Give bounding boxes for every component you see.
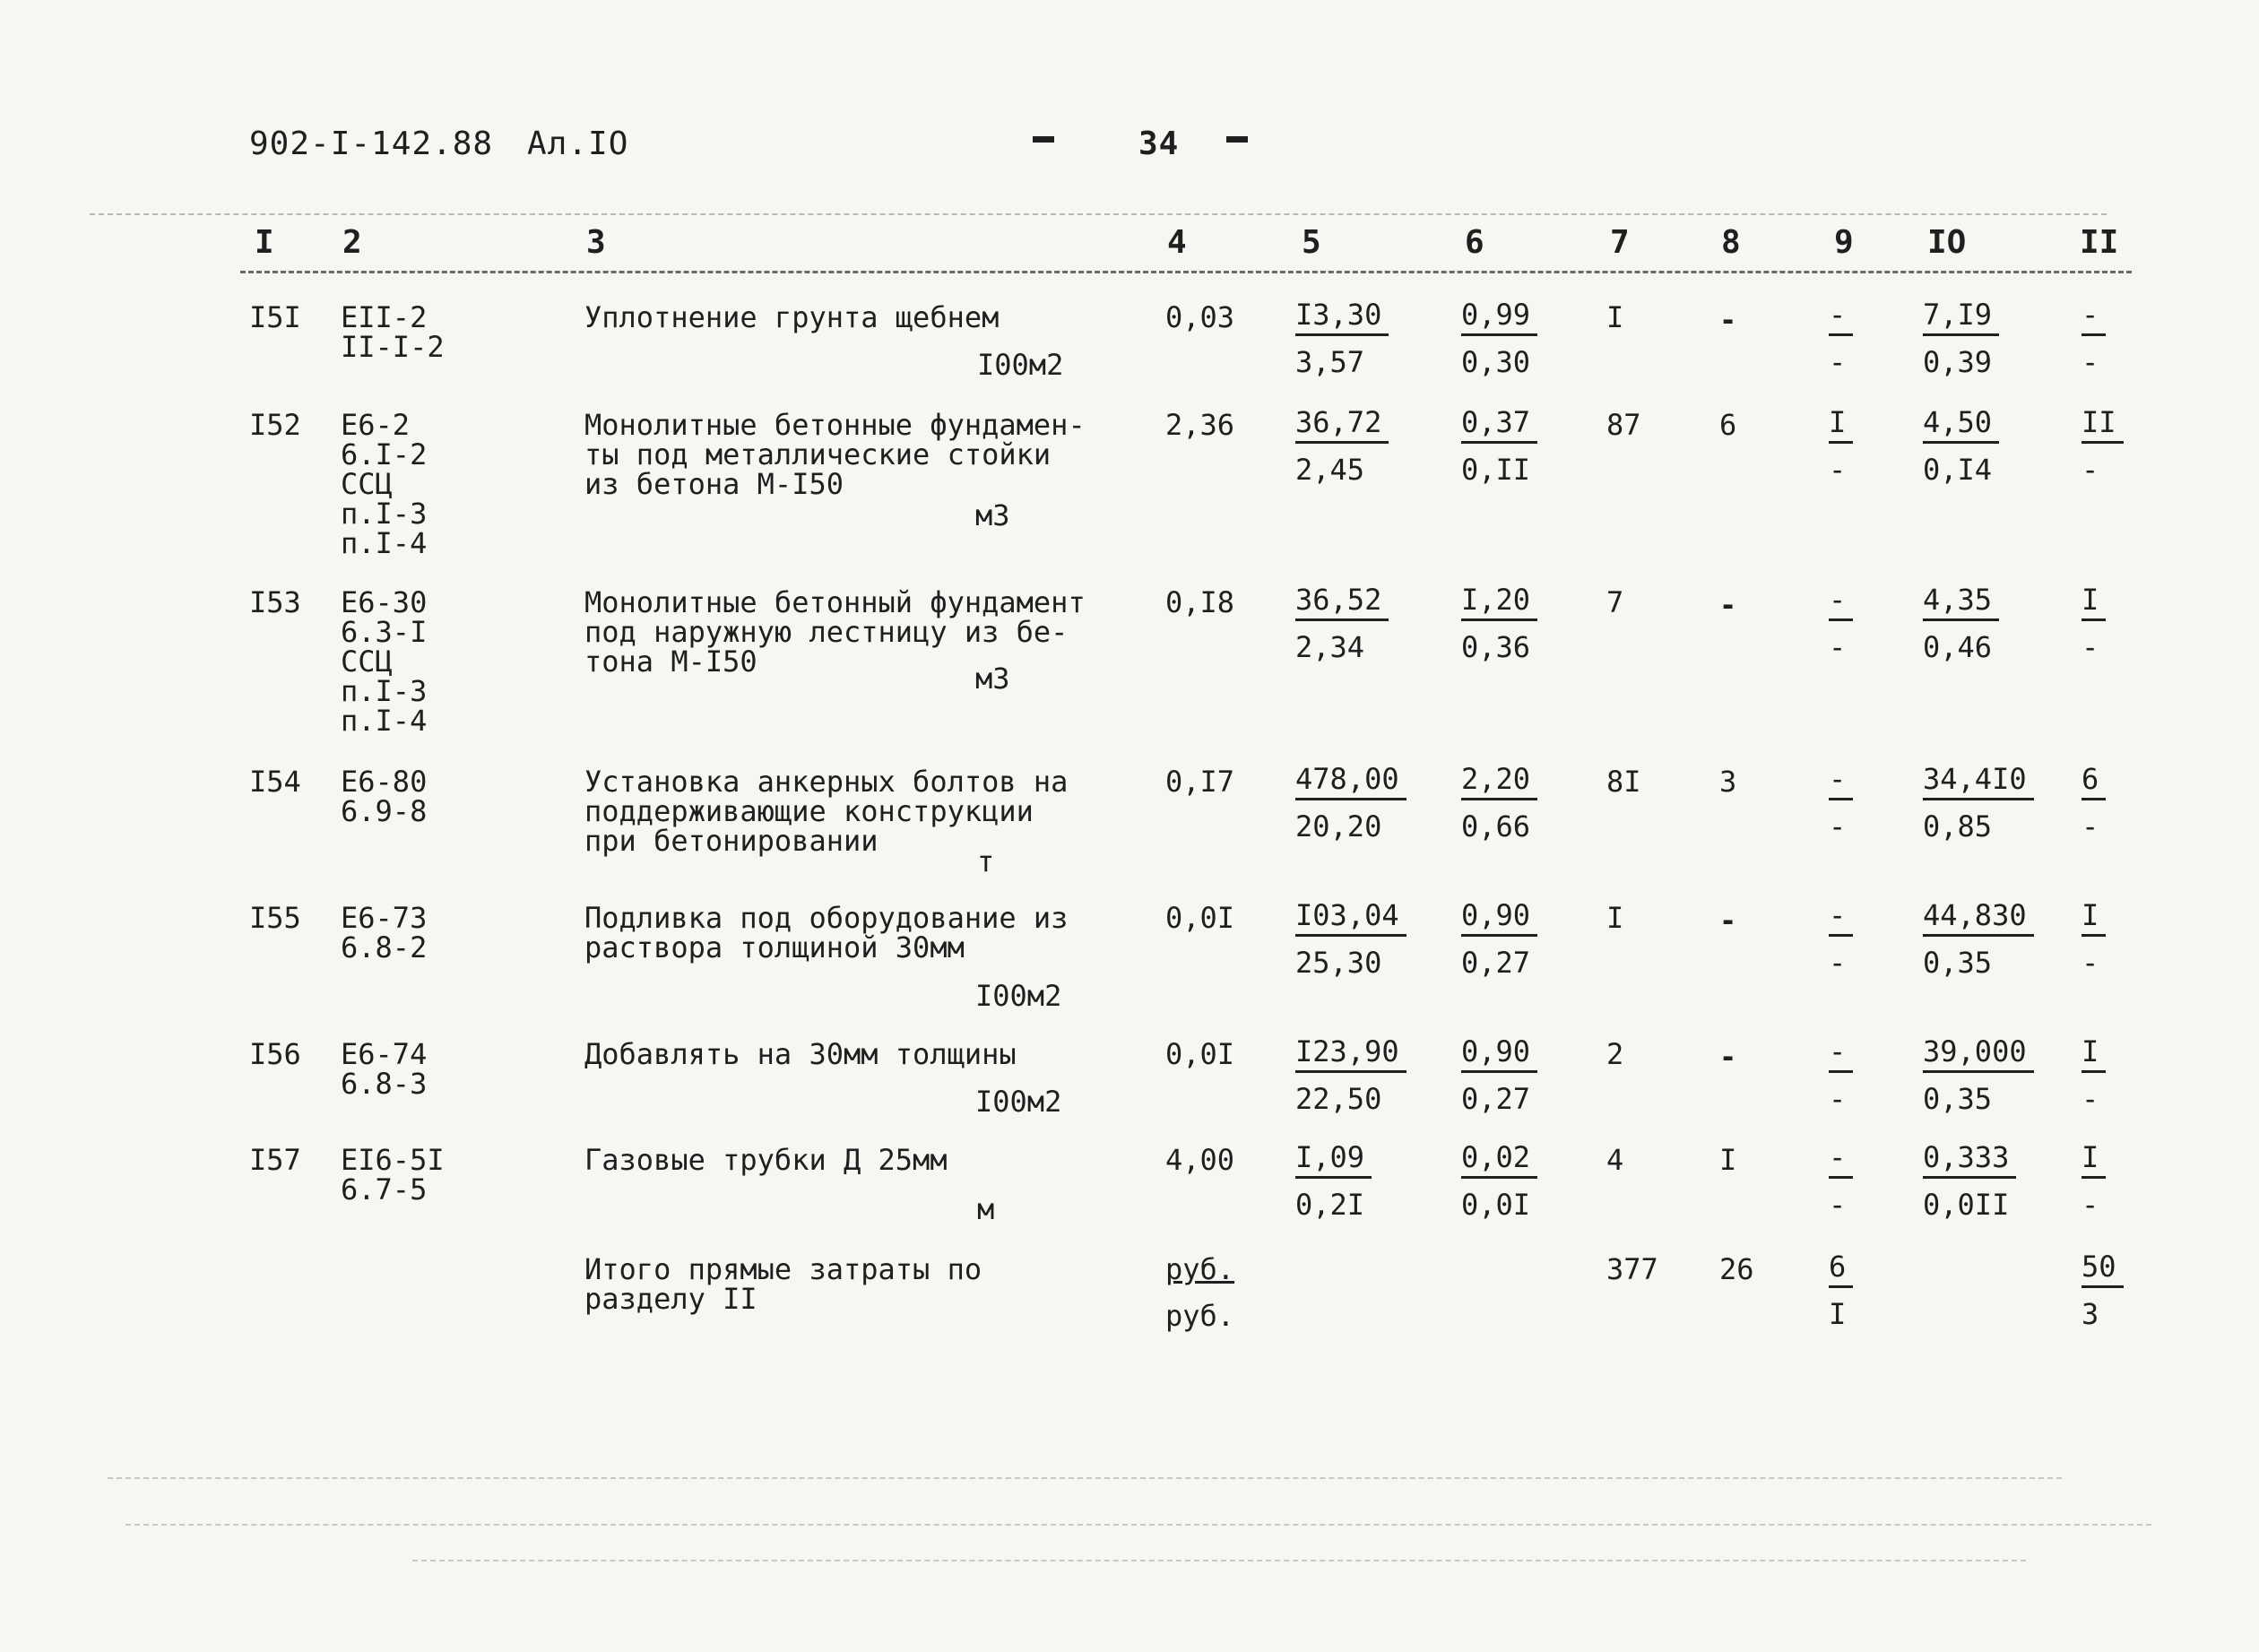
norm-code-line: EII-2 bbox=[341, 300, 428, 334]
total-col9-bottom: I bbox=[1829, 1297, 1847, 1331]
norm-code-line: п.I-3 bbox=[341, 497, 428, 531]
col11-bottom: - bbox=[2082, 453, 2099, 487]
col6-fraction bbox=[1461, 764, 1537, 842]
col7-value: I bbox=[1606, 901, 1624, 935]
col5-top: 36,72 bbox=[1295, 407, 1389, 444]
header-top-rule bbox=[90, 213, 2107, 215]
col6-bottom: 0,II bbox=[1461, 453, 1531, 487]
norm-code-line: E6-2 bbox=[341, 408, 411, 442]
row-number: I53 bbox=[249, 585, 301, 619]
col11-top: I bbox=[2082, 1036, 2106, 1073]
col10-fraction bbox=[1923, 584, 1999, 662]
page-number-dash-left bbox=[1033, 136, 1054, 143]
total-col11-fraction bbox=[2082, 1251, 2124, 1329]
col6-fraction bbox=[1461, 900, 1537, 978]
norm-code-line: E6-73 bbox=[341, 901, 428, 935]
col5-bottom: 25,30 bbox=[1295, 946, 1382, 980]
col11-fraction bbox=[2082, 407, 2124, 485]
col5-fraction bbox=[1295, 407, 1389, 485]
unit-of-measure: т bbox=[977, 844, 995, 878]
col10-top: 44,830 bbox=[1923, 900, 2034, 937]
col11-top: 6 bbox=[2082, 764, 2106, 800]
quantity: 0,03 bbox=[1165, 300, 1235, 334]
work-description-line: Подливка под оборудование из bbox=[584, 901, 1069, 935]
row-number: I54 bbox=[249, 765, 301, 799]
norm-code-line: E6-80 bbox=[341, 765, 428, 799]
norm-code-line: ССЦ bbox=[341, 644, 393, 679]
work-description-line: Газовые трубки Д 25мм bbox=[584, 1143, 948, 1177]
col5-fraction bbox=[1295, 900, 1406, 978]
work-description-line: раствора толщиной 30мм bbox=[584, 930, 965, 964]
col11-top: - bbox=[2082, 299, 2106, 336]
col10-fraction bbox=[1923, 1036, 2034, 1114]
quantity: 0,0I bbox=[1165, 1037, 1235, 1071]
col6-top: 2,20 bbox=[1461, 764, 1537, 800]
total-col11-bottom: 3 bbox=[2082, 1297, 2099, 1331]
quantity: 4,00 bbox=[1165, 1143, 1235, 1177]
column-number-7: 7 bbox=[1610, 224, 1630, 261]
quantity: 0,0I bbox=[1165, 901, 1235, 935]
work-description-line: Монолитные бетонный фундамент bbox=[584, 585, 1086, 619]
col6-fraction bbox=[1461, 1142, 1537, 1220]
col9-top: - bbox=[1829, 1142, 1853, 1179]
column-number-11: II bbox=[2080, 224, 2119, 261]
norm-code-line: E6-30 bbox=[341, 585, 428, 619]
norm-code-line: E6-74 bbox=[341, 1037, 428, 1071]
work-description-line: под наружную лестницу из бе- bbox=[584, 615, 1069, 649]
col6-bottom: 0,27 bbox=[1461, 1082, 1531, 1116]
col5-top: I,09 bbox=[1295, 1142, 1372, 1179]
col10-top: 34,4I0 bbox=[1923, 764, 2034, 800]
col5-top: I03,04 bbox=[1295, 900, 1406, 937]
col6-fraction bbox=[1461, 299, 1537, 377]
total-unit-bottom: руб. bbox=[1165, 1299, 1235, 1333]
scan-line bbox=[126, 1524, 2151, 1526]
total-unit-top: руб. bbox=[1165, 1252, 1235, 1286]
col10-bottom: 0,I4 bbox=[1923, 453, 1993, 487]
col9-top: - bbox=[1829, 584, 1853, 621]
document-code: 902-I-142.88 bbox=[249, 125, 494, 162]
col10-top: 39,000 bbox=[1923, 1036, 2034, 1073]
col6-bottom: 0,36 bbox=[1461, 630, 1531, 664]
col5-fraction bbox=[1295, 1142, 1372, 1220]
col5-bottom: 2,34 bbox=[1295, 630, 1365, 664]
col9-bottom: - bbox=[1829, 453, 1847, 487]
total-col11-top: 50 bbox=[2082, 1251, 2124, 1288]
col10-bottom: 0,85 bbox=[1923, 809, 1993, 843]
col11-fraction bbox=[2082, 1142, 2106, 1220]
norm-code-line: 6.I-2 bbox=[341, 437, 428, 471]
col9-top: - bbox=[1829, 764, 1853, 800]
total-col9-top: 6 bbox=[1829, 1251, 1853, 1288]
sheet-label: Ал.IO bbox=[527, 125, 629, 162]
work-description-line: Установка анкерных болтов на bbox=[584, 765, 1069, 799]
col9-top: - bbox=[1829, 1036, 1853, 1073]
col6-top: 0,90 bbox=[1461, 900, 1537, 937]
norm-code-line: II-I-2 bbox=[341, 330, 445, 364]
col9-fraction bbox=[1829, 900, 1853, 978]
col5-fraction bbox=[1295, 299, 1389, 377]
col7-value: 7 bbox=[1606, 585, 1624, 619]
col6-top: 0,37 bbox=[1461, 407, 1537, 444]
col6-top: 0,90 bbox=[1461, 1036, 1537, 1073]
quantity: 0,I7 bbox=[1165, 765, 1235, 799]
col9-top: I bbox=[1829, 407, 1853, 444]
column-number-6: 6 bbox=[1465, 224, 1484, 261]
col10-fraction bbox=[1923, 407, 1999, 485]
total-description-line: разделу II bbox=[584, 1282, 757, 1316]
work-description-line: Уплотнение грунта щебнем bbox=[584, 300, 1000, 334]
col8-value: - bbox=[1719, 1040, 1737, 1074]
total-col8: 26 bbox=[1719, 1252, 1754, 1286]
col10-fraction bbox=[1923, 900, 2034, 978]
unit-of-measure: м bbox=[977, 1192, 995, 1226]
col6-fraction bbox=[1461, 584, 1537, 662]
col6-fraction bbox=[1461, 1036, 1537, 1114]
work-description-line: Монолитные бетонные фундамен- bbox=[584, 408, 1086, 442]
col9-fraction bbox=[1829, 1142, 1853, 1220]
row-number: I56 bbox=[249, 1037, 301, 1071]
norm-code-line: ССЦ bbox=[341, 467, 393, 501]
col10-top: 4,50 bbox=[1923, 407, 1999, 444]
col6-top: 0,99 bbox=[1461, 299, 1537, 336]
col10-top: 0,333 bbox=[1923, 1142, 2016, 1179]
column-number-5: 5 bbox=[1302, 224, 1321, 261]
col5-bottom: 22,50 bbox=[1295, 1082, 1382, 1116]
col9-bottom: - bbox=[1829, 1082, 1847, 1116]
col11-bottom: - bbox=[2082, 1188, 2099, 1222]
col11-top: I bbox=[2082, 1142, 2106, 1179]
col9-bottom: - bbox=[1829, 345, 1847, 379]
work-description-line: из бетона М-I50 bbox=[584, 467, 844, 501]
unit-of-measure: I00м2 bbox=[975, 979, 1062, 1013]
col10-bottom: 0,35 bbox=[1923, 1082, 1993, 1116]
col10-bottom: 0,39 bbox=[1923, 345, 1993, 379]
col9-bottom: - bbox=[1829, 1188, 1847, 1222]
quantity: 2,36 bbox=[1165, 408, 1235, 442]
col7-value: I bbox=[1606, 300, 1624, 334]
page-number-dash-right bbox=[1226, 136, 1248, 143]
total-description-line: Итого прямые затраты по bbox=[584, 1252, 982, 1286]
norm-code-line: п.I-4 bbox=[341, 704, 428, 738]
col6-fraction bbox=[1461, 407, 1537, 485]
total-col9-fraction bbox=[1829, 1251, 1853, 1329]
column-number-8: 8 bbox=[1721, 224, 1741, 261]
col11-top: II bbox=[2082, 407, 2124, 444]
col11-bottom: - bbox=[2082, 345, 2099, 379]
total-col7: 377 bbox=[1606, 1252, 1658, 1286]
col11-top: I bbox=[2082, 584, 2106, 621]
col9-fraction bbox=[1829, 584, 1853, 662]
norm-code-line: 6.7-5 bbox=[341, 1172, 428, 1207]
unit-of-measure: м3 bbox=[975, 662, 1010, 696]
col6-bottom: 0,66 bbox=[1461, 809, 1531, 843]
row-number: I57 bbox=[249, 1143, 301, 1177]
col6-bottom: 0,27 bbox=[1461, 946, 1531, 980]
col10-fraction bbox=[1923, 1142, 2016, 1220]
col10-bottom: 0,46 bbox=[1923, 630, 1993, 664]
col5-top: I3,30 bbox=[1295, 299, 1389, 336]
col9-bottom: - bbox=[1829, 946, 1847, 980]
row-number: I5I bbox=[249, 300, 301, 334]
norm-code-line: EI6-5I bbox=[341, 1143, 445, 1177]
work-description-line: ты под металлические стойки bbox=[584, 437, 1052, 471]
col5-fraction bbox=[1295, 584, 1389, 662]
col9-top: - bbox=[1829, 900, 1853, 937]
col5-bottom: 20,20 bbox=[1295, 809, 1382, 843]
page-number: 34 bbox=[1138, 125, 1180, 162]
norm-code-line: 6.8-2 bbox=[341, 930, 428, 964]
scan-line bbox=[412, 1560, 2026, 1561]
col9-fraction bbox=[1829, 407, 1853, 485]
col8-value: - bbox=[1719, 904, 1737, 938]
col8-value: - bbox=[1719, 588, 1737, 622]
row-number: I55 bbox=[249, 901, 301, 935]
col10-bottom: 0,0II bbox=[1923, 1188, 2010, 1222]
col11-fraction bbox=[2082, 1036, 2106, 1114]
col8-value: 3 bbox=[1719, 765, 1737, 799]
column-number-2: 2 bbox=[342, 224, 362, 261]
col5-top: 36,52 bbox=[1295, 584, 1389, 621]
col6-bottom: 0,30 bbox=[1461, 345, 1531, 379]
col5-fraction bbox=[1295, 1036, 1406, 1114]
col11-bottom: - bbox=[2082, 809, 2099, 843]
col11-bottom: - bbox=[2082, 946, 2099, 980]
col9-fraction bbox=[1829, 299, 1853, 377]
col11-top: I bbox=[2082, 900, 2106, 937]
quantity: 0,I8 bbox=[1165, 585, 1235, 619]
norm-code-line: 6.3-I bbox=[341, 615, 428, 649]
header-bottom-rule bbox=[240, 271, 2132, 273]
col5-top: I23,90 bbox=[1295, 1036, 1406, 1073]
column-number-4: 4 bbox=[1167, 224, 1187, 261]
col5-bottom: 0,2I bbox=[1295, 1188, 1365, 1222]
col10-fraction bbox=[1923, 299, 1999, 377]
work-description-line: при бетонировании bbox=[584, 824, 878, 858]
col8-value: I bbox=[1719, 1143, 1737, 1177]
col10-fraction bbox=[1923, 764, 2034, 842]
col11-fraction bbox=[2082, 764, 2106, 842]
col7-value: 8I bbox=[1606, 765, 1641, 799]
norm-code-line: п.I-3 bbox=[341, 674, 428, 708]
col9-fraction bbox=[1829, 1036, 1853, 1114]
unit-of-measure: I00м2 bbox=[977, 348, 1064, 382]
col10-top: 4,35 bbox=[1923, 584, 1999, 621]
row-number: I52 bbox=[249, 408, 301, 442]
col6-top: 0,02 bbox=[1461, 1142, 1537, 1179]
unit-of-measure: м3 bbox=[975, 498, 1010, 532]
col7-value: 4 bbox=[1606, 1143, 1624, 1177]
col5-fraction bbox=[1295, 764, 1406, 842]
work-description-line: поддерживающие конструкции bbox=[584, 794, 1034, 828]
col8-value: 6 bbox=[1719, 408, 1737, 442]
col6-top: I,20 bbox=[1461, 584, 1537, 621]
col5-bottom: 2,45 bbox=[1295, 453, 1365, 487]
col10-top: 7,I9 bbox=[1923, 299, 1999, 336]
col6-bottom: 0,0I bbox=[1461, 1188, 1531, 1222]
norm-code-line: п.I-4 bbox=[341, 526, 428, 560]
norm-code-line: 6.8-3 bbox=[341, 1067, 428, 1101]
col9-fraction bbox=[1829, 764, 1853, 842]
work-description-line: тона М-I50 bbox=[584, 644, 757, 679]
work-description-line: Добавлять на 30мм толщины bbox=[584, 1037, 1017, 1071]
column-number-9: 9 bbox=[1834, 224, 1854, 261]
col7-value: 2 bbox=[1606, 1037, 1624, 1071]
norm-code-line: 6.9-8 bbox=[341, 794, 428, 828]
col11-fraction bbox=[2082, 299, 2106, 377]
column-number-10: IO bbox=[1927, 224, 1967, 261]
col9-top: - bbox=[1829, 299, 1853, 336]
unit-of-measure: I00м2 bbox=[975, 1085, 1062, 1119]
col9-bottom: - bbox=[1829, 809, 1847, 843]
col5-bottom: 3,57 bbox=[1295, 345, 1365, 379]
column-number-1: I bbox=[255, 224, 274, 261]
col11-fraction bbox=[2082, 900, 2106, 978]
col11-bottom: - bbox=[2082, 1082, 2099, 1116]
scan-line bbox=[108, 1477, 2062, 1479]
col7-value: 87 bbox=[1606, 408, 1641, 442]
col11-fraction bbox=[2082, 584, 2106, 662]
col10-bottom: 0,35 bbox=[1923, 946, 1993, 980]
col5-top: 478,00 bbox=[1295, 764, 1406, 800]
col9-bottom: - bbox=[1829, 630, 1847, 664]
column-number-3: 3 bbox=[586, 224, 606, 261]
col8-value: - bbox=[1719, 303, 1737, 337]
col11-bottom: - bbox=[2082, 630, 2099, 664]
